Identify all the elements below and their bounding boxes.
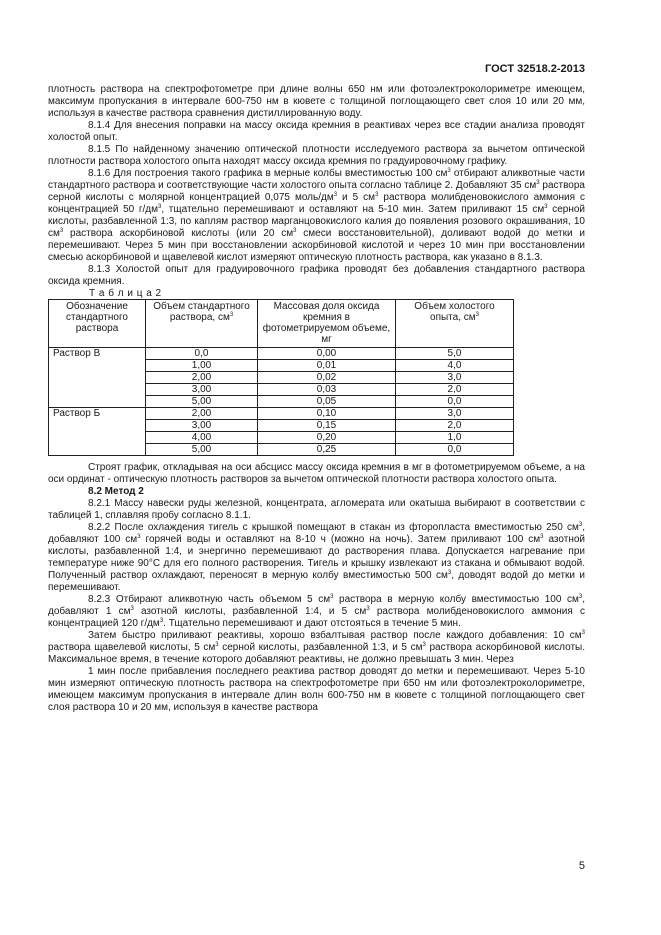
- table-cell: 2,00: [146, 372, 258, 384]
- table-cell: 0,20: [258, 432, 396, 444]
- paragraph-measurement: 1 мин после прибавления последнего реактива раствор доводят до метки и перемешивают. Через 5-10 мин измеряют оптическую плотность раствора на спектрофотометре при 650 нм или фотоэлектроколориметре, имеющем максимум пропускания в интервале длин волн 600-750 нм в кювете с толщиной поглощающего свет слоя раствора 10 и 20 мм, используя в качестве раствора: [48, 666, 585, 713]
- header-standard-volume: Объем стандартного раствора, $см^3$: [146, 300, 258, 348]
- table-header-row: [49, 300, 514, 348]
- table-2: [48, 299, 514, 456]
- table-cell: 0,10: [258, 408, 396, 420]
- paragraph-8-1-5: 8.1.5 По найденному значению оптической плотности исследуемого раствора за вычетом оптической плотности раствора холостого опыта находят массу оксида кремния по градуировочному графику.: [48, 144, 585, 167]
- table-cell: 5,0: [396, 348, 514, 360]
- table-cell: 0,0: [146, 348, 258, 360]
- table-cell: 2,00: [146, 408, 258, 420]
- table-cell: 1,00: [146, 360, 258, 372]
- header-mass-fraction: Массовая доля оксида кремния в фотометрируемом объеме, мг: [258, 300, 396, 348]
- paragraph-8-2-2: 8.2.2 После охлаждения тигель с крышкой помещают в стакан из фторопласта вместимостью 250 $см^3$, добавляют 100 $см^3$ горячей воды и оставляют на 8-10 ч (можно на ночь). Затем приливают 100 $см^3$ азотной кислоты, разбавленной 1:4, и энергично перемешивают до растворения плава. Допускается нагревание при температуре ниже 90°С для его полного растворения. Тигель и крышку извлекают из стакана и обмывают водой. Полученный раствор охлаждают, переносят в мерную колбу вместимостью 500 $см^3$, доводят водой до метки и перемешивают.: [48, 522, 585, 593]
- paragraph-8-1-3: 8.1.3 Холостой опыт для градуировочного графика проводят без добавления стандартного раствора оксида кремния.: [48, 264, 585, 287]
- table-row: [49, 348, 514, 360]
- table-cell: 0,03: [258, 384, 396, 396]
- section-8-2: 8.2 Метод 2: [88, 486, 144, 497]
- table-cell: 0,0: [396, 396, 514, 408]
- paragraph-plot: Строят график, откладывая на оси абсцисс массу оксида кремния в мг в фотометрируемом объеме, а на оси ординат - оптическую плотность растворов за вычетом оптической плотности раствора холостого опыта.: [48, 462, 585, 485]
- paragraph: плотность раствора на спектрофотометре при длине волны 650 нм или фотоэлектроколориметре имеющем, максимум пропускания в интервале 600-750 нм в кювете с толщиной поглощающего свет слоя 10 или 20 мм, используя в качестве раствора сравнения дистиллированную воду.: [48, 84, 585, 119]
- table-cell: 2,0: [396, 420, 514, 432]
- table-cell: 3,00: [146, 384, 258, 396]
- paragraph-reagents: Затем быстро приливают реактивы, хорошо взбалтывая раствор после каждого добавления: 10 $см^3$ раствора щавелевой кислоты, 5 $см^3$ серной кислоты, разбавленной 1:3, и 5 $см^3$ раствора аскорбиновой кислоты. Максимальное время, в течение которого добавляют реактивы, не должно превышать 3 мин. Через: [48, 630, 585, 665]
- paragraph-8-2-1: 8.2.1 Массу навески руды железной, концентрата, агломерата или окатыша выбирают в соответствии с таблицей 1, сплавляя пробу согласно 8.1.1.: [48, 498, 585, 521]
- table-cell: 5,00: [146, 396, 258, 408]
- table-cell: 0,25: [258, 444, 396, 456]
- table-caption: Т а б л и ц а 2: [89, 288, 162, 299]
- table-cell: 4,00: [146, 432, 258, 444]
- page-number: 5: [578, 860, 585, 872]
- table-cell: 0,0: [396, 444, 514, 456]
- header-designation: Обозначение стандартного раствора: [49, 300, 146, 348]
- table-cell: 0,02: [258, 372, 396, 384]
- page-content: [48, 84, 585, 714]
- table-cell-group: Раствор Б: [49, 408, 146, 456]
- table-cell: 3,0: [396, 372, 514, 384]
- table-cell: 3,00: [146, 420, 258, 432]
- table-cell: 2,0: [396, 384, 514, 396]
- table-cell: 0,00: [258, 348, 396, 360]
- header-blank-volume: Объем холостого опыта, $см^3$: [396, 300, 514, 348]
- table-cell: 5,00: [146, 444, 258, 456]
- table-cell: 3,0: [396, 408, 514, 420]
- document-header: ГОСТ 32518.2-2013: [485, 63, 585, 75]
- paragraph-8-2-3: 8.2.3 Отбирают аликвотную часть объемом 5 $см^3$ раствора в мерную колбу вместимостью 100 $см^3$, добавляют 1 $см^3$ азотной кислоты, разбавленной 1:4, и 5 $см^3$ раствора молибденовокислого аммония с концентрацией 120 $г/дм^3$. Тщательно перемешивают и дают отстояться в течение 5 мин.: [48, 594, 585, 629]
- table-cell-group: Раствор В: [49, 348, 146, 408]
- table-cell: 4,0: [396, 360, 514, 372]
- paragraph-8-1-4: 8.1.4 Для внесения поправки на массу оксида кремния в реактивах через все стадии анализа проводят холостой опыт.: [48, 120, 585, 143]
- table-row: [49, 408, 514, 420]
- table-cell: 1,0: [396, 432, 514, 444]
- paragraph-8-1-6: 8.1.6 Для построения такого графика в мерные колбы вместимостью 100 $см^3$ отбирают аликвотные части стандартного раствора и соответствующие части холостого опыта согласно таблице 2. Добавляют 35 $см^3$ раствора серной кислоты с молярной концентрацией 0,075 моль/$дм^3$ и 5 $см^3$ раствора молибденовокислого аммония с концентрацией 50 $г/дм^3$, тщательно перемешивают и оставляют на 5-10 мин. Затем приливают 15 $см^3$ серной кислоты, разбавленной 1:3, по каплям раствор марганцовокислого калия до появления розового окрашивания, 10 $см^3$ раствора аскорбиновой кислоты (или 20 $см^3$ смеси восстановительной), доливают водой до метки и перемешивают. Через 5 мин при восстановлении аскорбиновой кислотой и через 10 мин при восстановлении смесью аскорбиновой и щавелевой кислот измеряют оптическую плотность раствора, как указано в 8.1.3.: [48, 168, 586, 263]
- table-cell: 0,05: [258, 396, 396, 408]
- table-cell: 0,01: [258, 360, 396, 372]
- table-cell: 0,15: [258, 420, 396, 432]
